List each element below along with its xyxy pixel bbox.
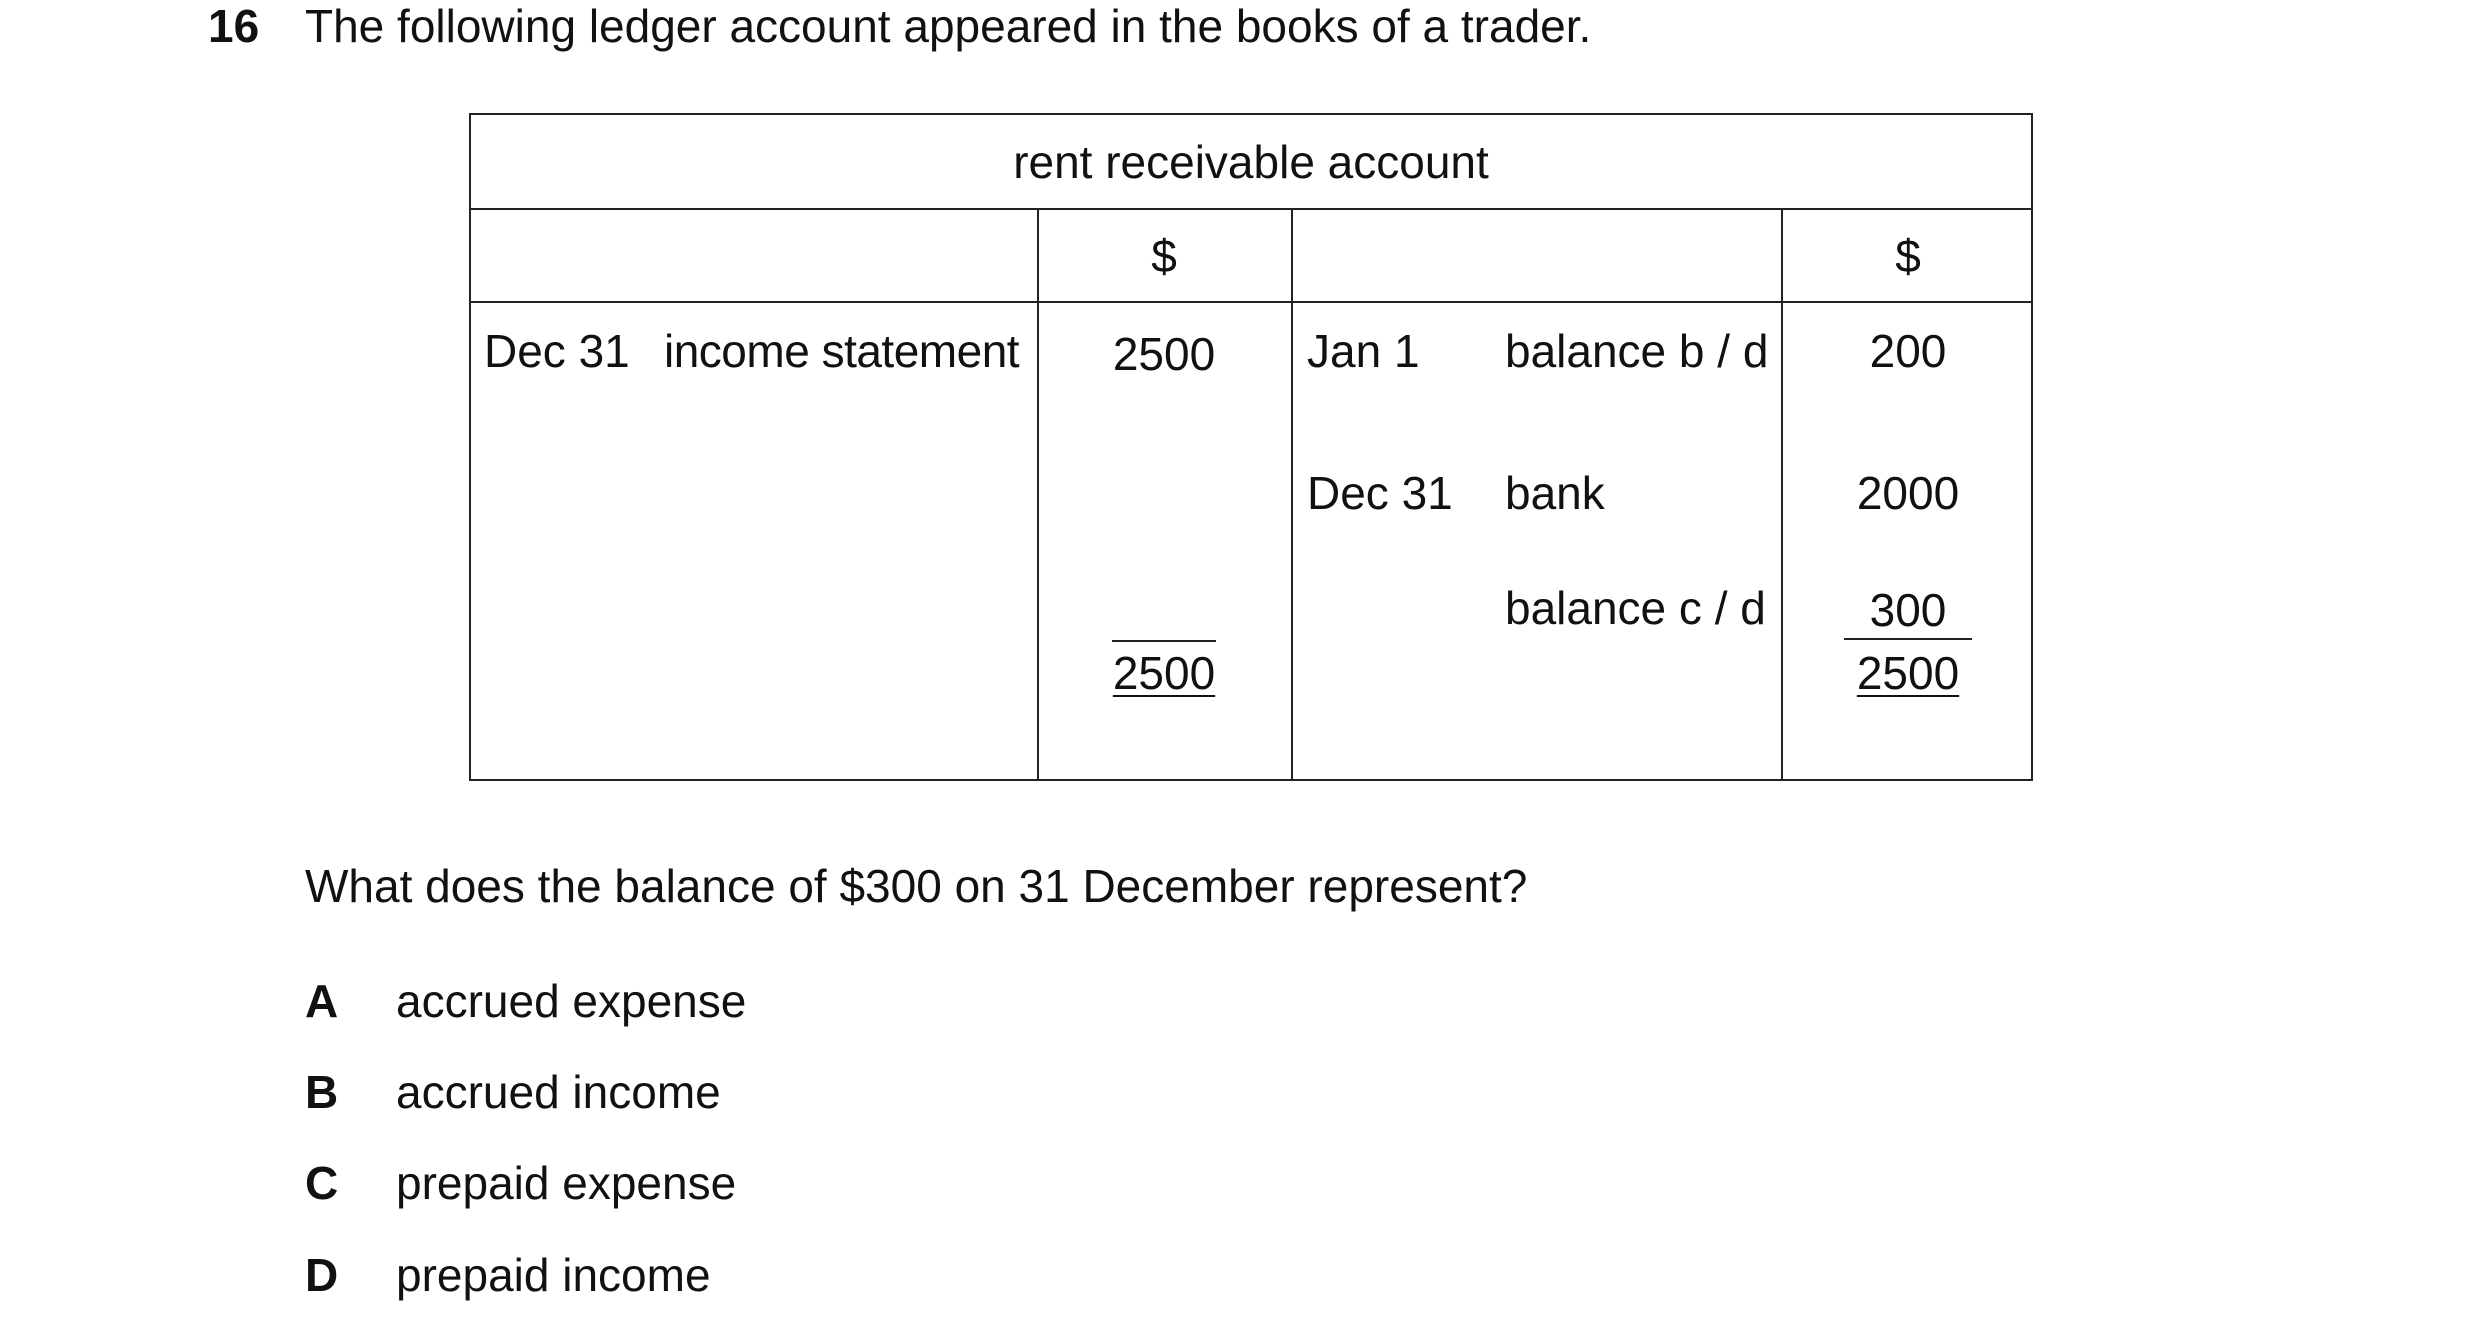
credit-entry-amount: 200 — [1869, 325, 1947, 377]
credit-total-rule — [1844, 638, 1972, 640]
ledger-title: rent receivable account — [471, 115, 2031, 210]
debit-entry-amount: 2500 — [1112, 328, 1216, 380]
question-prompt: What does the balance of $300 on 31 December represent? — [305, 860, 1528, 912]
option-letter: C — [305, 1157, 339, 1209]
answer-option-a[interactable] — [305, 975, 746, 1027]
credit-entry-date: Dec 31 — [1307, 467, 1453, 519]
option-text: accrued income — [396, 1066, 721, 1118]
ledger-account-table — [469, 113, 2033, 781]
option-text: prepaid income — [396, 1249, 711, 1301]
option-text: accrued expense — [396, 975, 747, 1027]
credit-entry-date: Jan 1 — [1307, 325, 1420, 377]
debit-entry-details: income statement — [664, 325, 1020, 377]
column-divider — [1291, 208, 1293, 779]
debit-entry-date: Dec 31 — [484, 325, 630, 377]
option-letter: D — [305, 1249, 339, 1301]
credit-currency-symbol: $ — [1895, 230, 1921, 282]
credit-entry-details: balance c / d — [1505, 582, 1766, 634]
credit-entry-amount: 300 — [1869, 584, 1947, 636]
credit-total: 2500 — [1856, 647, 1960, 699]
debit-total-rule — [1112, 640, 1216, 642]
debit-currency-symbol: $ — [1151, 230, 1177, 282]
option-text: prepaid expense — [396, 1157, 737, 1209]
option-letter: A — [305, 975, 339, 1027]
credit-entry-details: bank — [1505, 467, 1605, 519]
credit-entry-details: balance b / d — [1505, 325, 1769, 377]
credit-entry-amount: 2000 — [1856, 467, 1960, 519]
answer-option-d[interactable] — [305, 1249, 711, 1301]
answer-option-c[interactable] — [305, 1157, 736, 1209]
question-stem: The following ledger account appeared in the books of a trader. — [305, 0, 1592, 52]
debit-total: 2500 — [1112, 647, 1216, 699]
option-letter: B — [305, 1066, 339, 1118]
question-number: 16 — [208, 0, 260, 52]
answer-option-b[interactable] — [305, 1066, 721, 1118]
